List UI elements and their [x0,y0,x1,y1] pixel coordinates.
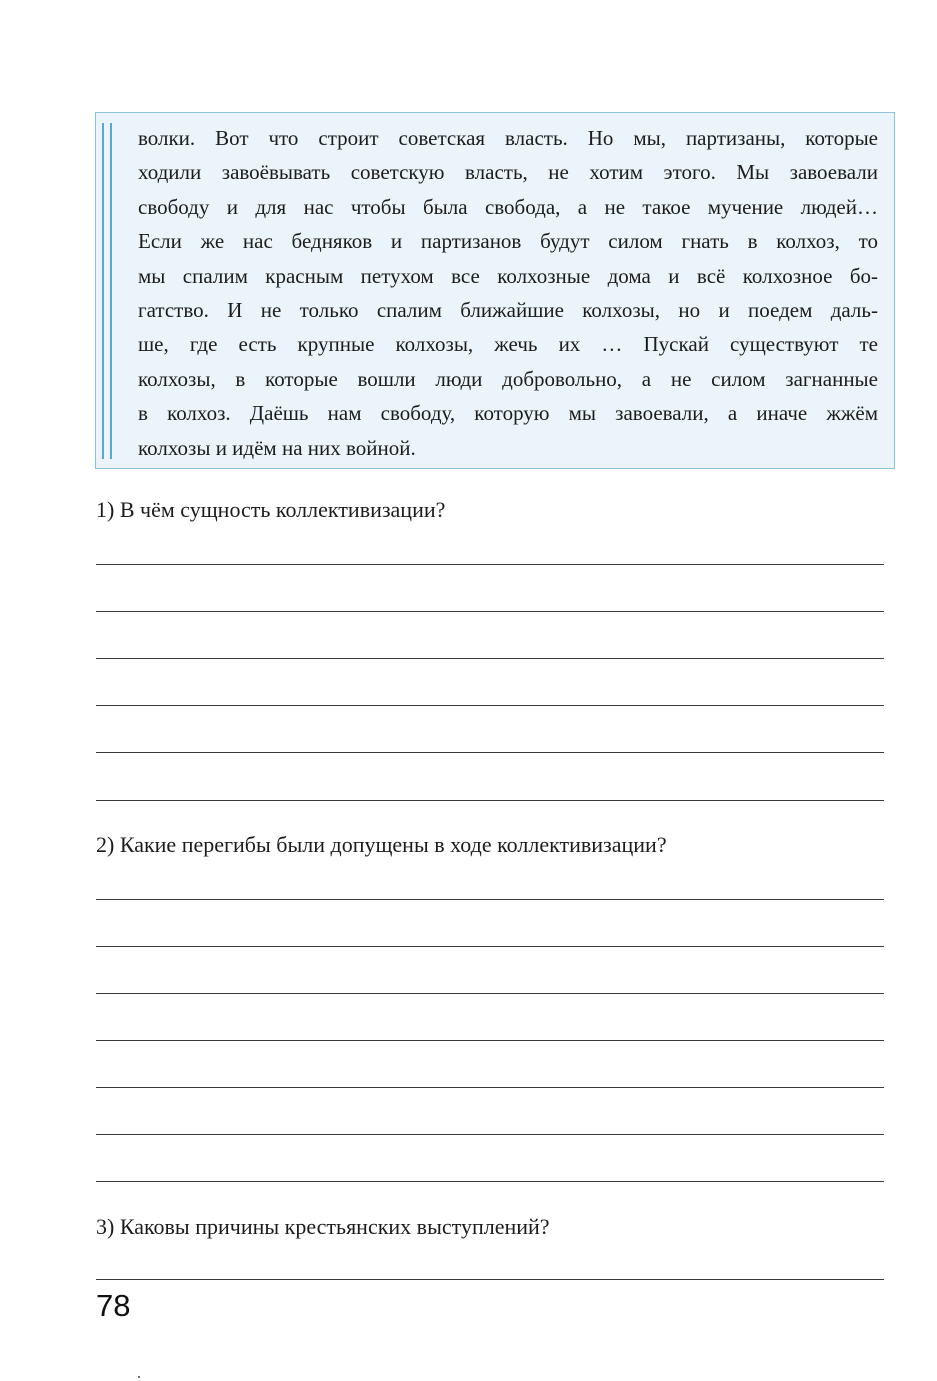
answer-line[interactable] [96,1087,884,1088]
answer-line[interactable] [96,658,884,659]
quote-box [95,112,895,469]
answer-line[interactable] [96,564,884,565]
quote-line: колхозы, в которые вошли люди добровольно, а не силом загнанные [138,366,878,391]
quote-line: ходили завоёвывать советскую власть, не хотим этого. Мы завоевали [138,160,878,185]
answer-line[interactable] [96,752,884,753]
page-number: 78 [96,1288,131,1323]
answer-line[interactable] [96,1181,884,1182]
quote-line: колхозы и идём на них войной. [138,435,416,460]
scan-speck [138,1376,140,1378]
question-2: 2) Какие перегибы были допущены в ходе коллективизации? [96,832,667,857]
decorative-border-strip [102,123,114,459]
answer-line[interactable] [96,899,884,900]
quote-line: в колхоз. Даёшь нам свободу, которую мы завоевали, а иначе жжём [138,401,878,426]
answer-line[interactable] [96,1279,884,1280]
answer-line[interactable] [96,946,884,947]
answer-line[interactable] [96,993,884,994]
quote-text [138,121,878,465]
quote-line: гатство. И не только спалим ближайшие колхозы, но и поедем даль- [138,298,878,323]
question-1: 1) В чём сущность коллективизации? [96,497,446,522]
answer-line[interactable] [96,611,884,612]
answer-line[interactable] [96,1134,884,1135]
quote-line: ше, где есть крупные колхозы, жечь их … Пускай существуют те [138,332,878,357]
quote-line: Если же нас бедняков и партизанов будут силом гнать в колхоз, то [138,229,878,254]
quote-line: свободу и для нас чтобы была свобода, а не такое мучение людей… [138,194,878,219]
question-3: 3) Каковы причины крестьянских выступлений? [96,1214,550,1239]
answer-line[interactable] [96,800,884,801]
answer-line[interactable] [96,705,884,706]
quote-line: мы спалим красным петухом все колхозные дома и всё колхозное бо- [138,263,878,288]
quote-line: волки. Вот что строит советская власть. Но мы, партизаны, которые [138,126,878,150]
answer-line[interactable] [96,1040,884,1041]
